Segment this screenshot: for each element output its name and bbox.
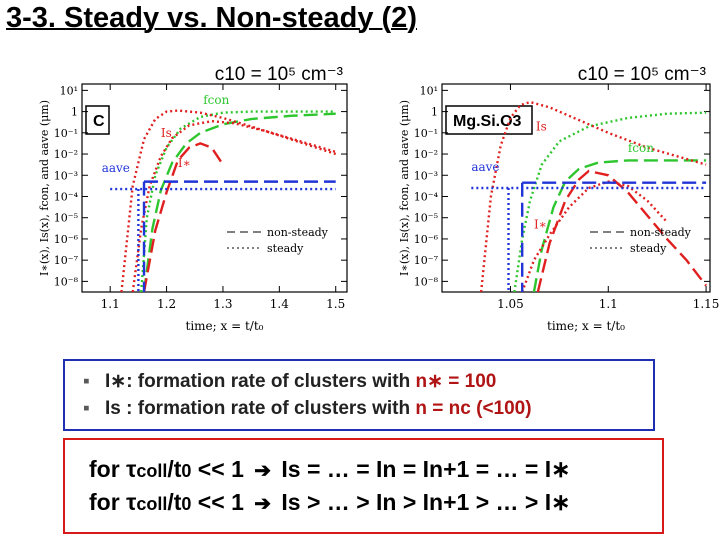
y-tick-label: 10⁻²: [413, 148, 438, 162]
x-tick-label: 1.4: [269, 297, 289, 311]
y-tick-label: 1: [71, 105, 78, 119]
x-tick-label: 1.15: [692, 297, 720, 311]
x-tick-label: 1.3: [213, 297, 233, 311]
series-line-Is-steady: [121, 111, 335, 292]
bullet-symbol: I: [105, 398, 111, 419]
curve-label: aave: [101, 161, 130, 176]
x-tick-label: 1.05: [497, 297, 524, 311]
bullet-subscript: s: [110, 398, 121, 419]
conclusion-mid: /t: [167, 489, 182, 515]
y-tick-label: 10⁻³: [53, 169, 78, 183]
y-tick-label: 10⁻¹: [413, 126, 438, 140]
curve-label: I∗: [177, 155, 191, 170]
species-label: [446, 106, 532, 134]
y-tick-label: 10¹: [419, 84, 438, 98]
y-tick-label: 10⁻⁸: [413, 275, 438, 289]
conclusion-box: [63, 438, 664, 534]
curve-label: fcon: [627, 140, 654, 155]
legend-label: non-steady: [267, 226, 328, 239]
conclusion-sub: coll: [136, 461, 168, 481]
x-axis-label: time; x = t/t₀: [547, 319, 625, 333]
y-tick-label: 10⁻²: [53, 148, 78, 162]
y-tick-label: 1: [431, 105, 438, 119]
conclusion-relation: << 1: [191, 489, 251, 515]
bullet-is: [83, 395, 653, 422]
y-tick-label: 10⁻⁵: [413, 211, 438, 225]
bullet-condition: n = nc (<100): [415, 398, 532, 419]
bullet-subscript: ∗: [110, 371, 127, 392]
page-title: 3-3. Steady vs. Non-steady (2): [6, 2, 417, 34]
y-tick-label: 10¹: [59, 84, 78, 98]
bullet-marker: ▪: [83, 398, 90, 419]
y-tick-label: 10⁻⁸: [53, 275, 78, 289]
series-group: [110, 111, 336, 292]
conclusion-relation: << 1: [191, 456, 251, 482]
x-tick-label: 1.2: [157, 297, 177, 311]
conclusion-result: Is = … = In = In+1 = … = I∗: [275, 456, 571, 482]
bullet-marker: ▪: [83, 371, 90, 392]
y-tick-label: 10⁻⁷: [53, 254, 78, 268]
curve-label: Is: [535, 119, 547, 134]
chart-right: [360, 62, 720, 362]
legend-label: steady: [630, 242, 667, 255]
species-label: [86, 106, 109, 134]
conclusion-result: Is > … > In > In+1 > … > I∗: [275, 489, 571, 515]
arrow-icon: ➔: [254, 460, 272, 482]
arrow-icon: ➔: [254, 493, 272, 515]
conclusion-prefix: for: [89, 489, 127, 515]
y-tick-label: 10⁻⁷: [413, 254, 438, 268]
species-text: C: [93, 113, 105, 130]
series-line-fcon-non-steady: [144, 114, 336, 292]
y-tick-label: 10⁻³: [413, 169, 438, 183]
definition-box: [63, 359, 655, 431]
conclusion-tau: τ: [126, 489, 137, 515]
curve-label: fcon: [203, 93, 230, 108]
conclusion-mid: /t: [167, 456, 182, 482]
chart-left: [0, 62, 360, 362]
conclusion-sub0: 0: [181, 494, 192, 514]
curve-label: aave: [471, 160, 500, 175]
y-tick-label: 10⁻⁴: [413, 190, 438, 204]
bullet-symbol: I: [105, 371, 111, 392]
x-axis-label: time; x = t/t₀: [185, 319, 264, 333]
conclusion-line-2: [89, 487, 662, 520]
curve-label: Is: [160, 126, 172, 141]
x-tick-label: 1.1: [100, 297, 120, 311]
legend-label: steady: [267, 242, 304, 255]
y-tick-label: 10⁻¹: [53, 126, 78, 140]
conclusion-sub0: 0: [181, 461, 192, 481]
y-axis-label: I∗(x), Is(x), fcon, and aave (μm): [398, 100, 411, 276]
y-tick-label: 10⁻⁶: [53, 232, 78, 246]
y-tick-label: 10⁻⁵: [53, 211, 78, 225]
conclusion-prefix: for: [89, 456, 127, 482]
y-axis-label: I∗(x), Is(x), fcon, and aave (μm): [38, 100, 51, 276]
conclusion-tau: τ: [126, 456, 137, 482]
conclusion-sub: coll: [136, 494, 168, 514]
bullet-condition: n∗ = 100: [415, 371, 497, 392]
curve-label: I∗: [533, 217, 547, 232]
species-text: Mg.Si.O3: [453, 113, 522, 130]
legend-label: non-steady: [630, 226, 691, 239]
conclusion-line-1: [89, 454, 662, 487]
bullet-text: : formation rate of clusters with: [126, 371, 416, 392]
bullet-text: : formation rate of clusters with: [120, 398, 416, 419]
chart-panel-right: [360, 62, 720, 362]
x-tick-label: 1.5: [326, 297, 346, 311]
chart-header: c10 = 10⁵ cm⁻³: [214, 64, 343, 85]
bullet-istar: [83, 368, 653, 395]
chart-panel-left: [0, 62, 360, 362]
x-tick-label: 1.1: [598, 297, 618, 311]
chart-header: c10 = 10⁵ cm⁻³: [577, 64, 706, 85]
y-tick-label: 10⁻⁶: [413, 232, 438, 246]
y-tick-label: 10⁻⁴: [53, 190, 78, 204]
